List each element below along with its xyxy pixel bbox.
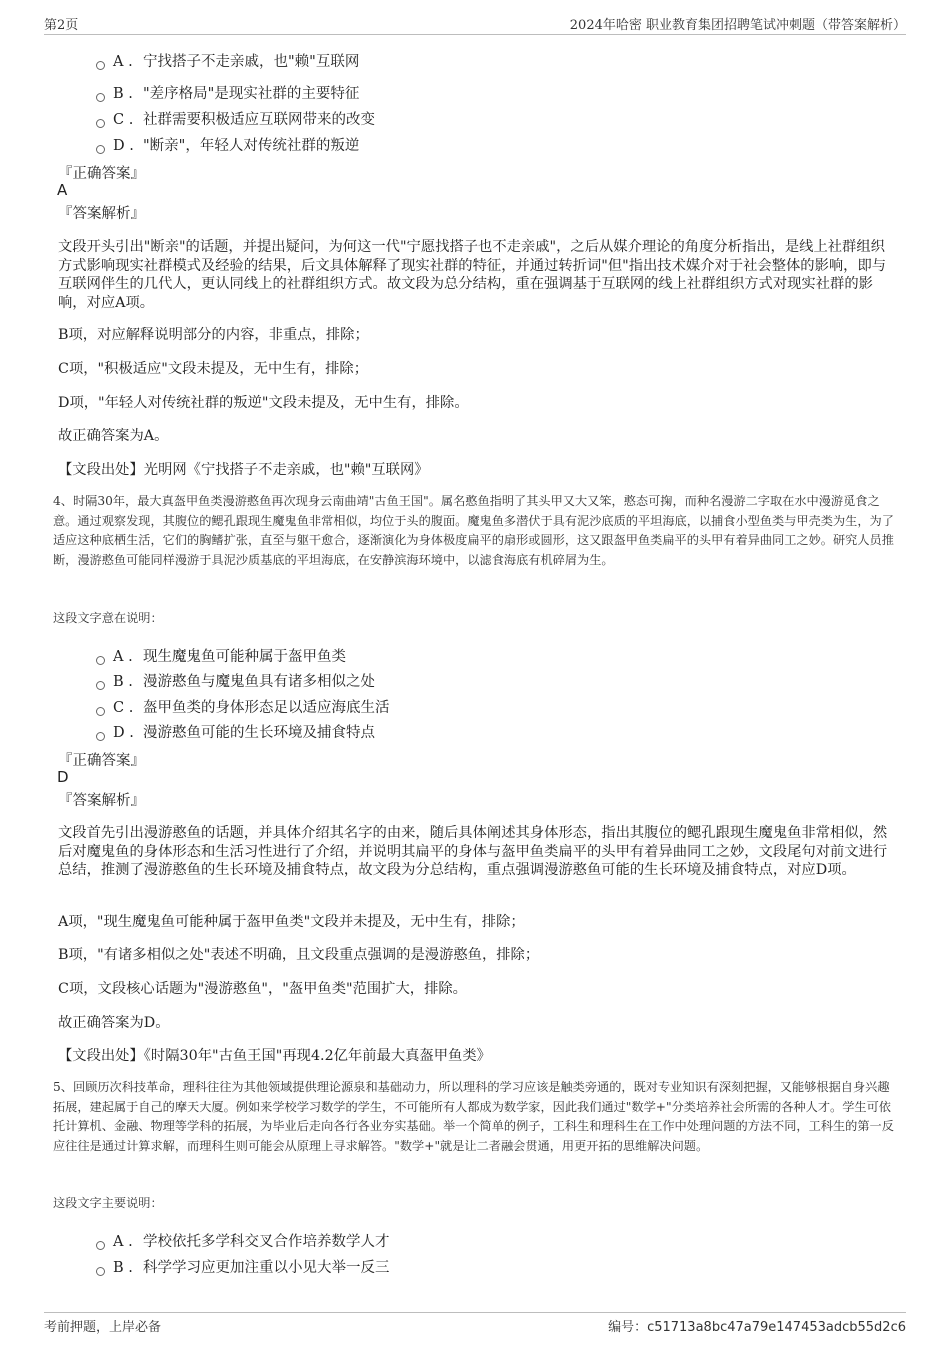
q3-option-b[interactable]: B . "差序格局"是现实社群的主要特征 bbox=[96, 82, 359, 103]
radio-icon[interactable] bbox=[96, 93, 105, 102]
q5-question: 5、回顾历次科技革命，理科往往为其他领域提供理论源泉和基础动力，所以理科的学习应该是触类旁通的，既对专业知识有深刻把握，又能够根据自身兴趣拓展，建起属于自己的摩天大厦。例如来学校学习数学的学生，不可能所有人都成为数学家，因此我们通过"数学+"分类培养社会所需的各种人才。学生可依托计算机、金融、物理等学科的拓展，为毕业后走向各行各业夯实基础。举一个简单的例子，工科生和理科生在工作中处理问题的方法不同，工科生的第一反应往往是通过计算求解，而理科生则可能会从原理上寻求解答。"数学+"就是让二者融会贯通，用更开拓的思维解决问题。 bbox=[53, 1080, 894, 1153]
q4-option-b[interactable]: B . 漫游憨鱼与魔鬼鱼具有诸多相似之处 bbox=[96, 670, 375, 691]
q3-answer: A bbox=[57, 181, 68, 199]
q5-option-a[interactable]: A . 学校依托多学科交叉合作培养数学人才 bbox=[96, 1230, 390, 1251]
q4-analysis: 文段首先引出漫游憨鱼的话题，并具体介绍其名字的由来，随后具体阐述其身体形态，指出其腹位的鳃孔跟现生魔鬼鱼非常相似，然后对魔鬼鱼的身体形态和生活习性进行了介绍，并说明其扁平的身体与盔甲鱼类扁平的头甲有着异曲同工之妙，文段尾句对前文进行总结，推测了漫游憨鱼的生长环境及捕食特点，故文段为分总结构，重点强调漫游憨鱼可能的生长环境及捕食特点，对应D项。 bbox=[58, 825, 888, 879]
q3-answer-label: 『正确答案』 bbox=[58, 166, 145, 182]
q4-option-a[interactable]: A . 现生魔鬼鱼可能种属于盔甲鱼类 bbox=[96, 645, 346, 666]
radio-icon[interactable] bbox=[96, 119, 105, 128]
q3-option-b-note: B项，对应解释说明部分的内容，非重点，排除； bbox=[58, 327, 369, 343]
q3-option-d[interactable]: D . "断亲"，年轻人对传统社群的叛逆 bbox=[96, 134, 359, 155]
page-header bbox=[44, 12, 906, 35]
q4-question: 4、时隔30年，最大真盔甲鱼类漫游憨鱼再次现身云南曲靖"古鱼王国"。属名憨鱼指明了其头甲又大又笨，憨态可掬，而种名漫游二字取在水中漫游觅食之意。通过观察发现，其腹位的鳃孔跟现生魔鬼鱼非常相似，均位于头的腹面。魔鬼鱼多潜伏于具有泥沙底质的平坦海底，以捕食小型鱼类与甲壳类为生，为了适应这种底栖生活，它们的胸鳍扩张，直至与躯干愈合，逐渐演化为身体极度扁平的扇形或圆形，这又跟盔甲鱼类扁平的头甲有着异曲同工之妙。研究人员推断，漫游憨鱼可能同样漫游于具泥沙质基底的平坦海底，在安静滨海环境中，以滤食海底有机碎屑为生。 bbox=[53, 494, 894, 567]
radio-icon[interactable] bbox=[96, 732, 105, 741]
q4-option-b-note: B项，"有诸多相似之处"表述不明确，且文段重点强调的是漫游憨鱼，排除； bbox=[58, 947, 540, 963]
q4-conclusion: 故正确答案为D。 bbox=[58, 1015, 170, 1031]
q3-source: 【文段出处】光明网《宁找搭子不走亲戚，也"赖"互联网》 bbox=[58, 462, 429, 478]
radio-icon[interactable] bbox=[96, 707, 105, 716]
radio-icon[interactable] bbox=[96, 656, 105, 665]
footer-slogan: 考前押题，上岸必备 bbox=[44, 1320, 162, 1335]
document-title: 2024年哈密 职业教育集团招聘笔试冲刺题（带答案解析） bbox=[569, 18, 906, 33]
radio-icon[interactable] bbox=[96, 1267, 105, 1276]
q5-prompt: 这段文字主要说明： bbox=[53, 1196, 163, 1210]
radio-icon[interactable] bbox=[96, 681, 105, 690]
q3-option-c-note: C项，"积极适应"文段未提及，无中生有，排除； bbox=[58, 361, 369, 377]
page-number: 第2页 bbox=[44, 18, 79, 33]
q4-analysis-label: 『答案解析』 bbox=[58, 793, 145, 809]
radio-icon[interactable] bbox=[96, 61, 105, 70]
q4-option-c-note: C项，文段核心话题为"漫游憨鱼"，"盔甲鱼类"范围扩大，排除。 bbox=[58, 981, 467, 997]
document-id-label: 编号： bbox=[608, 1320, 648, 1335]
q3-analysis: 文段开头引出"断亲"的话题，并提出疑问，为何这一代"宁愿找搭子也不走亲戚"，之后从媒介理论的角度分析指出，是线上社群组织方式影响现实社群模式及经验的结果，后文具体解释了现实社群的特征，并通过转折词"但"指出技术媒介对于社会整体的影响，即与互联网伴生的几代人，更认同线上的社群组织方式。故文段为总分结构，重在强调基于互联网的线上社群组织方式对现实社群的影响，对应A项。 bbox=[58, 239, 887, 311]
q4-answer-label: 『正确答案』 bbox=[58, 753, 145, 769]
page-footer bbox=[44, 1312, 906, 1336]
q3-option-d-note: D项，"年轻人对传统社群的叛逆"文段未提及，无中生有，排除。 bbox=[58, 395, 469, 411]
q4-prompt: 这段文字意在说明： bbox=[53, 611, 163, 625]
q4-option-d[interactable]: D . 漫游憨鱼可能的生长环境及捕食特点 bbox=[96, 721, 375, 742]
q3-option-a[interactable]: A . 宁找搭子不走亲戚，也"赖"互联网 bbox=[96, 50, 359, 71]
q4-option-a-note: A项，"现生魔鬼鱼可能种属于盔甲鱼类"文段并未提及，无中生有，排除； bbox=[58, 914, 525, 930]
radio-icon[interactable] bbox=[96, 1241, 105, 1250]
document-id bbox=[608, 1316, 906, 1335]
radio-icon[interactable] bbox=[96, 145, 105, 154]
document-id-value: c51713a8bc47a79e147453adcb55d2c6 bbox=[647, 1320, 906, 1335]
q3-option-c[interactable]: C . 社群需要积极适应互联网带来的改变 bbox=[96, 108, 375, 129]
q4-source: 【文段出处】《时隔30年"古鱼王国"再现4.2亿年前最大真盔甲鱼类》 bbox=[58, 1048, 491, 1064]
q3-analysis-label: 『答案解析』 bbox=[58, 206, 145, 222]
q4-answer: D bbox=[57, 768, 69, 786]
q5-option-b[interactable]: B . 科学学习应更加注重以小见大举一反三 bbox=[96, 1256, 390, 1277]
q4-option-c[interactable]: C . 盔甲鱼类的身体形态足以适应海底生活 bbox=[96, 696, 390, 717]
q3-conclusion: 故正确答案为A。 bbox=[58, 428, 169, 444]
